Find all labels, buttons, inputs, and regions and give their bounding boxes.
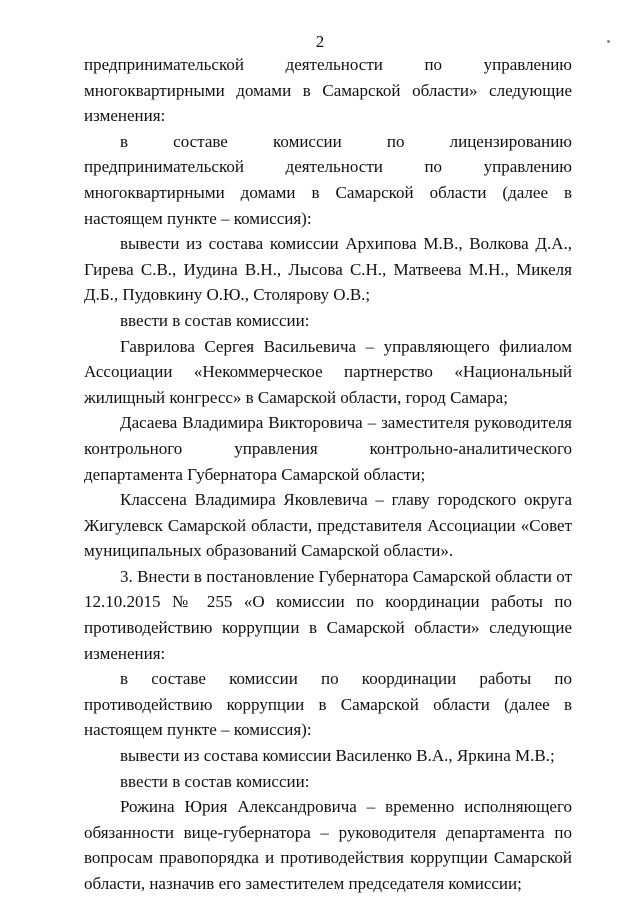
paragraph: Рожина Юрия Александровича – временно исполняющего обязанности вице-губернатора – руководителя департамента по вопросам правопорядка и противодействия коррупции Самарской области, назначив его заместителем председателя комиссии; bbox=[84, 797, 572, 893]
page-number: 2 bbox=[315, 32, 325, 51]
paragraph: вывести из состава комиссии Василенко В.А., Яркина М.В.; bbox=[120, 746, 555, 766]
scan-speck bbox=[607, 40, 610, 43]
paragraph: Гаврилова Сергея Васильевича – управляющего филиалом Ассоциации «Некоммерческое партнерство «Национальный жилищный конгресс» в Самарской области, город Самара; bbox=[84, 336, 572, 407]
paragraph: в составе комиссии по лицензированию предпринимательской деятельности по управлению многоквартирными домами в Самарской области (далее в настоящем пункте – комиссия): bbox=[84, 131, 572, 228]
paragraph: 3. Внести в постановление Губернатора Самарской области от 12.10.2015 № 255 «О комиссии по координации работы по противодействию коррупции в Самарской области» следующие изменения: bbox=[84, 566, 572, 663]
paragraph: ввести в состав комиссии: bbox=[120, 771, 310, 791]
paragraph: в составе комиссии по координации работы по противодействию коррупции в Самарской области (далее в настоящем пункте – комиссия): bbox=[84, 669, 572, 740]
paragraph: вывести из состава комиссии Архипова М.В., Волкова Д.А., Гирева С.В., Иудина В.Н., Лысова С.Н., Матвеева М.Н., Микеля Д.Б., Пудовкину О.Ю., Столярову О.В.; bbox=[84, 234, 572, 305]
paragraph: Дасаева Владимира Викторовича – заместителя руководителя контрольного управления контрольно-аналитического департамента Губернатора Самарской области; bbox=[84, 413, 572, 484]
paragraph: Классена Владимира Яковлевича – главу городского округа Жигулевск Самарской области, представителя Ассоциации «Совет муниципальных образований Самарской области». bbox=[84, 490, 572, 561]
paragraph: предпринимательской деятельности по управлению многоквартирными домами в Самарской области» следующие изменения: bbox=[84, 55, 572, 126]
paragraph: ввести в состав комиссии: bbox=[120, 310, 310, 330]
document-body bbox=[84, 52, 572, 897]
